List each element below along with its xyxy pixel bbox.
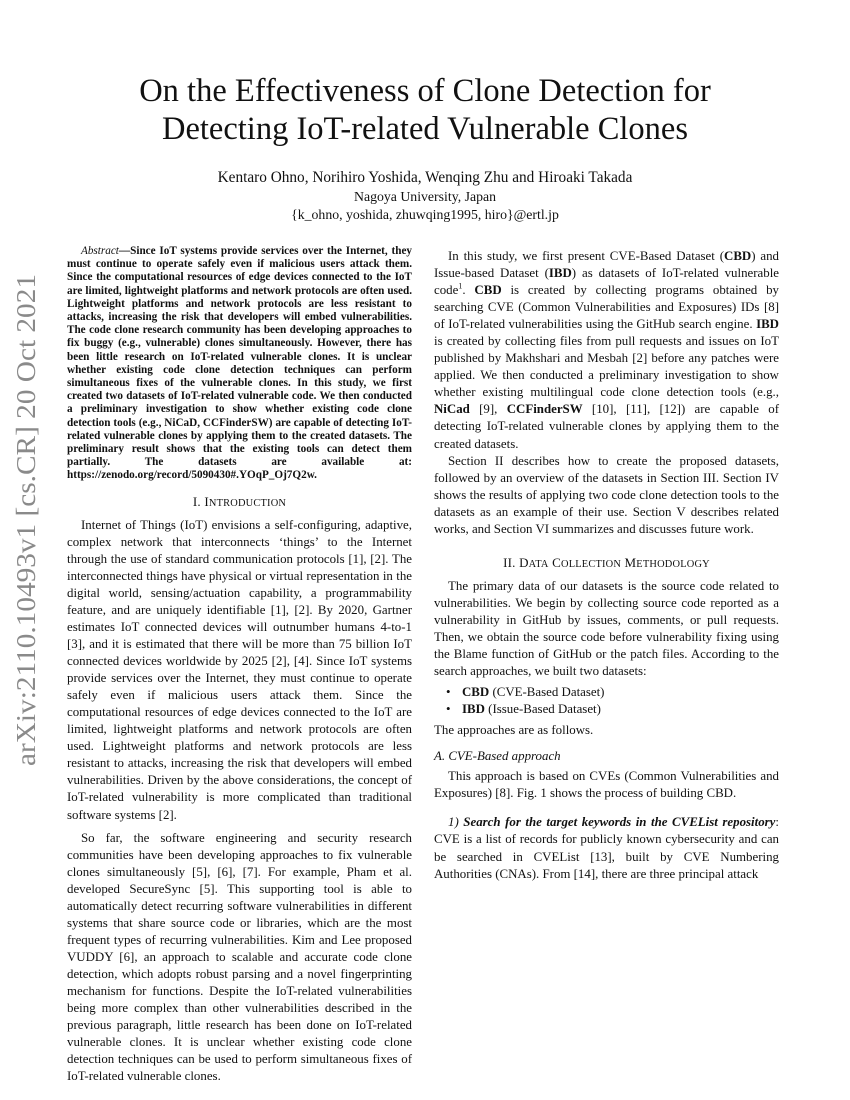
abstract-label: Abstract	[81, 245, 119, 257]
section-1-title-rest: NTRODUCTION	[208, 497, 287, 509]
abstract-dash: —	[118, 245, 131, 257]
paragraph-title: Search for the target keywords in the CVEList repository	[463, 815, 776, 830]
section-2-heading: II. DATA COLLECTION METHODOLOGY	[503, 554, 710, 570]
author-emails: {k_ohno, yoshida, zhuwqing1995, hiro}@ertl.jp	[291, 207, 559, 222]
intro-paragraph-3: In this study, we first present CVE-Based Dataset (CBD) and Issue-based Dataset (IBD) as datasets of IoT-related vulnerable code$^1$. CBD is created by collecting programs obtained by searching CVE (Common Vulnerabilities and Exposures) IDs [8] of IoT-related vulnerabilities using the GitHub search engine. IBD is created by collecting files from pull requests and issues on IoT published by Makhshari and Mesbah [2] before any patches were applied. We then conducted a preliminary investigation to show whether existing multilingual code clone detection tools (e.g., NiCad [9], CCFinderSW [10], [11], [12]) are capable of detecting IoT-related vulnerable clones by applying them to the created datasets.	[434, 249, 779, 451]
section-1-number: I.	[192, 493, 201, 509]
title-line-2: Detecting IoT-related Vulnerable Clones	[162, 111, 688, 147]
affiliation: Nagoya University, Japan	[353, 189, 497, 204]
paper-title	[60, 72, 790, 148]
abstract-text: Since IoT systems provide services over the Internet, they must continue to operate safely even if malicious users attack them. Since the computational resources of edge devices connected to the IoT are limited, lightweight platforms and network protocols are often used. Lightweight platforms and network protocols are less resistant to attacks, increasing the risk that developers will embed vulnerabilities. The code clone research community has been developing approaches to fix buggy (e.g., vulnerable) clones simultaneously. However, there has been little research on IoT-related vulnerable clones. It is unclear whether existing code clone detection techniques can perform simultaneous fixes of the vulnerable clones. In this study, we first created two datasets of IoT-related vulnerable code. We then conducted a preliminary investigation to show whether existing code clone detection tools (e.g., NiCaD, CCFinderSW) are capable of detecting IoT-related vulnerable clones by applying them to the created datasets. The preliminary result shows that the existing tools can detect them partially. The datasets are available at: https://zenodo.org/record/5090430#.YOqP_Oj7Q2w.	[67, 245, 412, 482]
list-item: • IBD (Issue-Based Dataset)	[434, 701, 779, 718]
footnote-marker: 1	[458, 281, 463, 291]
arxiv-identifier-text: arXiv:2110.10493v1 [cs.CR] 20 Oct 2021	[11, 312, 41, 766]
list-item: • CBD (CVE-Based Dataset)	[434, 684, 779, 701]
author-names: Kentaro Ohno, Norihiro Yoshida, Wenqing Zhu and Hiroaki Takada	[217, 169, 633, 186]
section-1-title-initial: I	[204, 493, 209, 509]
dataset-list	[434, 684, 779, 718]
left-column	[67, 245, 412, 1085]
right-column	[434, 246, 779, 883]
section-1-heading	[67, 493, 412, 512]
abstract	[67, 245, 412, 483]
methodology-paragraph-1: The primary data of our datasets is the source code related to vulnerabilities. We begin by collecting source code reported as a vulnerability in GitHub by issues, comments, or pull requests. Then, we obtain the source code before vulnerability fixing using the Blame function of GitHub or the patch files. According to the search approaches, we built two datasets:	[434, 578, 779, 679]
methodology-paragraph-3: This approach is based on CVEs (Common Vulnerabilities and Exposures) [8]. Fig. 1 shows the process of building CBD.	[434, 769, 779, 801]
methodology-paragraph-2: The approaches are as follows.	[434, 723, 594, 738]
paragraph-number: 1)	[448, 815, 459, 830]
methodology-paragraph-4: 1) Search for the target keywords in the CVEList repository: CVE is a list of records for publicly known cybersecurity and can be searched in CVEList [13], built by CVE Numbering Authorities (CNAs). From [14], there are three principal attack	[434, 815, 779, 881]
intro-paragraph-4: Section II describes how to create the proposed datasets, followed by an overview of the datasets in Section III. Section IV shows the results of applying two code clone detection tools to the datasets as an example of their use. Section V describes related works, and Section VI summarizes and discusses future work.	[434, 453, 779, 536]
subsection-a-heading: A. CVE-Based approach	[434, 749, 561, 764]
title-line-1: On the Effectiveness of Clone Detection for	[139, 73, 711, 109]
intro-paragraph-1: Internet of Things (IoT) envisions a self-configuring, adaptive, complex network that interconnects ‘things’ to the Internet through the use of standard communication protocols [1], [2]. The interconnected things have physical or virtual representation in the digital world, sensing/actuation capability, a programmability feature, and are uniquely identifiable [1], [2]. By 2020, Gartner estimates IoT connected devices will outnumber humans 4-to-1 [3], and it is estimated that there will be more than 75 billion IoT connected devices worldwide by 2025 [2], [4]. Since IoT systems provide services over the Internet, they must continue to operate safely even if malicious users attack them. Since the computational resources of edge devices connected to the IoT are limited, lightweight platforms and network protocols are often used. Lightweight platforms and network protocols are less resistant to attacks, increasing the risk that developers will embed vulnerabilities. Driven by the above considerations, the concept of IoT-related vulnerability is more complicated than traditional software systems [2].	[67, 517, 412, 822]
author-block	[60, 168, 790, 224]
arxiv-identifier-sidebar	[2, 268, 46, 770]
section-2-number: II.	[503, 554, 516, 570]
intro-paragraph-2: So far, the software engineering and security research communities have been developing approaches to fix vulnerable clones simultaneously [5], [6], [7]. For example, Pham et al. developed SecureSync [5]. This supporting tool is able to automatically detect recurring software vulnerabilities in different systems that share source code or libraries, which are the most frequent types of recurring vulnerabilities. Kim and Lee proposed VUDDY [6], an approach to scalable and accurate code clone detection, which adopts robust parsing and a novel fingerprinting mechanism for functions. Despite the IoT-related vulnerabilities being more complex than other vulnerabilities described in the previous paragraph, little research has been done on IoT-related vulnerable clones. It is unclear whether existing code clone detection techniques can be used to perform simultaneous fixes of IoT-related vulnerable clones.	[67, 830, 412, 1084]
